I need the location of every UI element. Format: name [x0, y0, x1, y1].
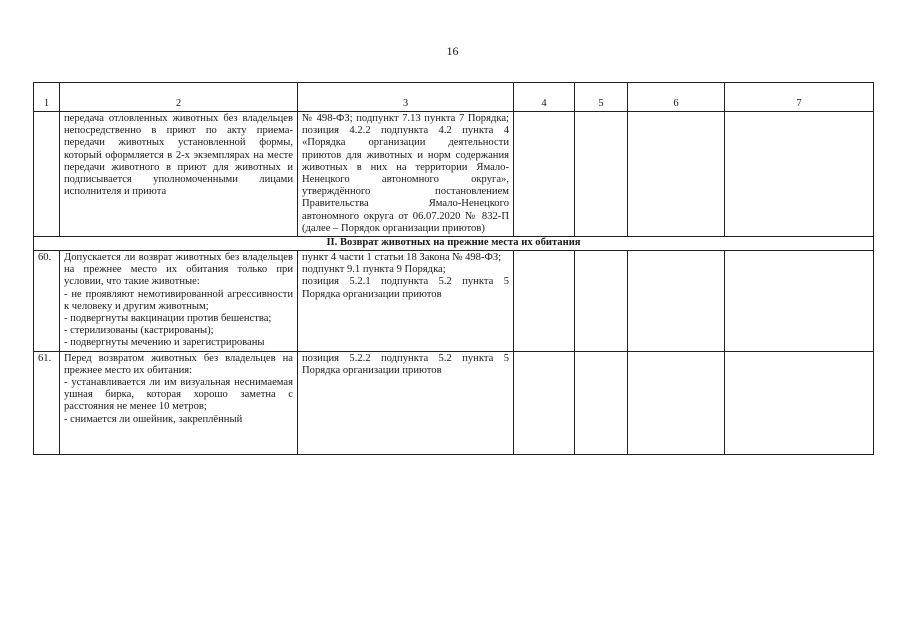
column-header: 3	[298, 83, 514, 112]
basis-line: позиция 5.2.2 подпункта 5.2 пункта 5 Порядка организации приютов	[302, 352, 509, 376]
legal-basis-cell: № 498-ФЗ; подпункт 7.13 пункта 7 Порядка; позиция 4.2.2 подпункта 4.2 пункта 4 «Порядка организации деятельности приютов для животных и норм содержания животных в них на территории Ямало-Ненецкого автономного округа», утверждённого постановлением Правительства Ямало-Ненецкого автономного округа от 06.07.2020 № 832-П (далее – Порядок организации приютов)	[298, 112, 514, 237]
column-header: 2	[60, 83, 298, 112]
row-number: 60.	[34, 251, 60, 352]
table-header-row	[34, 83, 874, 112]
inspection-table	[33, 82, 874, 455]
section-title: II. Возврат животных на прежние места их обитания	[34, 237, 874, 251]
table-row	[34, 351, 874, 454]
requirement-line: - подвергнуты вакцинации против бешенства;	[64, 313, 272, 325]
legal-basis-cell	[298, 251, 514, 352]
answer-cell	[725, 112, 874, 237]
requirement-line: - не проявляют немотивированной агрессивности к человеку и другим животным;	[64, 288, 293, 312]
column-header: 1	[34, 83, 60, 112]
requirement-line: - стерилизованы (кастрированы);	[64, 325, 214, 337]
requirement-line: Перед возвратом животных без владельцев на прежнее место их обитания:	[64, 352, 293, 376]
answer-cell	[628, 351, 725, 454]
answer-cell	[514, 112, 575, 237]
column-header: 4	[514, 83, 575, 112]
answer-cell	[575, 251, 628, 352]
answer-cell	[575, 112, 628, 237]
requirement-line: - подвергнуты мечению и зарегистрированы	[64, 337, 265, 349]
basis-line: позиция 5.2.1 подпункта 5.2 пункта 5 Порядка организации приютов	[302, 276, 509, 300]
basis-line: пункт 4 части 1 статьи 18 Закона № 498-ФЗ;	[302, 252, 502, 264]
answer-cell	[514, 251, 575, 352]
requirement-cell	[60, 351, 298, 454]
column-header: 6	[628, 83, 725, 112]
table-row	[34, 251, 874, 352]
requirement-line: - снимается ли ошейник, закреплённый	[64, 413, 243, 425]
basis-line: подпункт 9.1 пункта 9 Порядка;	[302, 264, 446, 276]
requirement-cell: передача отловленных животных без владельцев непосредственно в приют по акту приема-передачи животных установленной формы, который оформляется в 2-х экземплярах на месте передачи животного в приют для животных и подписывается уполномоченными лицами исполнителя и приюта	[60, 112, 298, 237]
page-number: 16	[446, 44, 459, 58]
answer-cell	[725, 351, 874, 454]
answer-cell	[628, 251, 725, 352]
answer-cell	[725, 251, 874, 352]
column-header: 5	[575, 83, 628, 112]
requirement-line: - устанавливается ли им визуальная неснимаемая ушная бирка, которая хорошо заметна с расстояния не менее 10 метров;	[64, 377, 293, 413]
legal-basis-cell	[298, 351, 514, 454]
requirement-line: Допускается ли возврат животных без владельцев на прежнее место их обитания только при условии, что такие животные:	[64, 252, 293, 288]
table-row	[34, 112, 874, 237]
column-header: 7	[725, 83, 874, 112]
requirement-cell	[60, 251, 298, 352]
row-number	[34, 112, 60, 237]
section-row	[34, 237, 874, 251]
answer-cell	[514, 351, 575, 454]
answer-cell	[628, 112, 725, 237]
answer-cell	[575, 351, 628, 454]
row-number: 61.	[34, 351, 60, 454]
